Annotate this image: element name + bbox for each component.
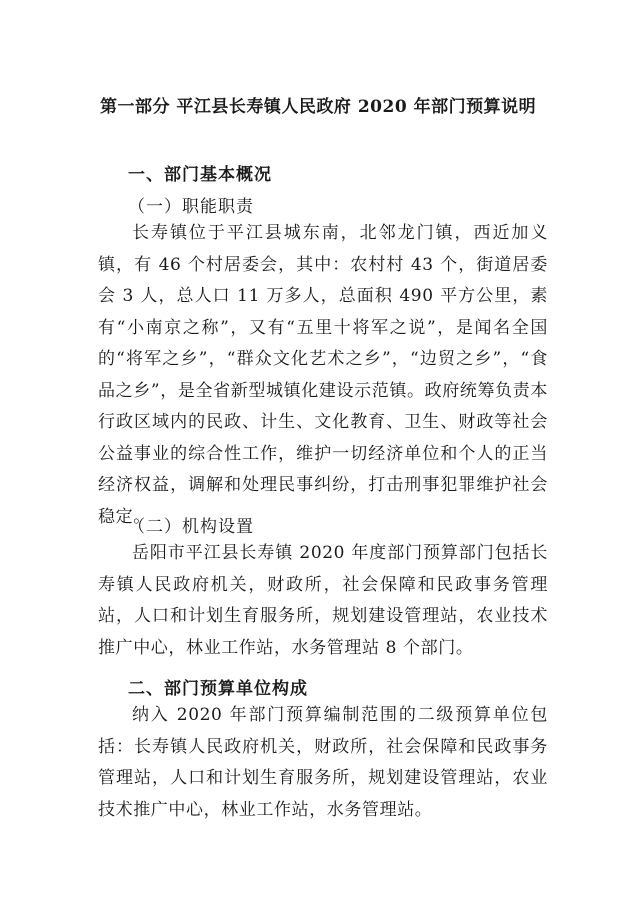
- subsection-1-heading: （一）职能职责: [128, 197, 254, 217]
- section-2-text: 纳入 2020 年部门预算编制范围的二级预算单位包括：长寿镇人民政府机关，财政所，社会保障和民政事务管理站，人口和计划生育服务所，规划建设管理站，农业技术推广中心，林业工作站，水务管理站。: [98, 705, 548, 820]
- document-title: 第一部分 平江县长寿镇人民政府 2020 年部门预算说明: [100, 97, 537, 117]
- section-2-heading: 二、部门预算单位构成: [128, 679, 308, 699]
- subsection-2-text: 岳阳市平江县长寿镇 2020 年度部门预算部门包括长寿镇人民政府机关，财政所，社会保障和民政事务管理站，人口和计划生育服务所，规划建设管理站，农业技术推广中心，林业工作站，水务管理站 8 个部门。: [98, 543, 548, 658]
- section-1-heading: 一、部门基本概况: [128, 165, 272, 185]
- subsection-1-text: 长寿镇位于平江县城东南，北邻龙门镇，西近加义镇，有 46 个村居委会，其中：农村村 43 个，街道居委会 3 人，总人口 11 万多人，总面积 490 平方公里，素有“小南京之称”，又有“五里十将军之说”，是闻名全国的“将军之乡”，“群众文化艺术之乡”，“边贸之乡”，“食品之乡”，是全省新型城镇化建设示范镇。政府统筹负责本行政区域内的民政、计生、文化教育、卫生、财政等社会公益事业的综合性工作，维护一切经济单位和个人的正当经济权益，调解和处理民事纠纷，打击刑事犯罪维护社会稳定。: [98, 223, 548, 527]
- subsection-2-heading: （二）机构设置: [128, 517, 254, 537]
